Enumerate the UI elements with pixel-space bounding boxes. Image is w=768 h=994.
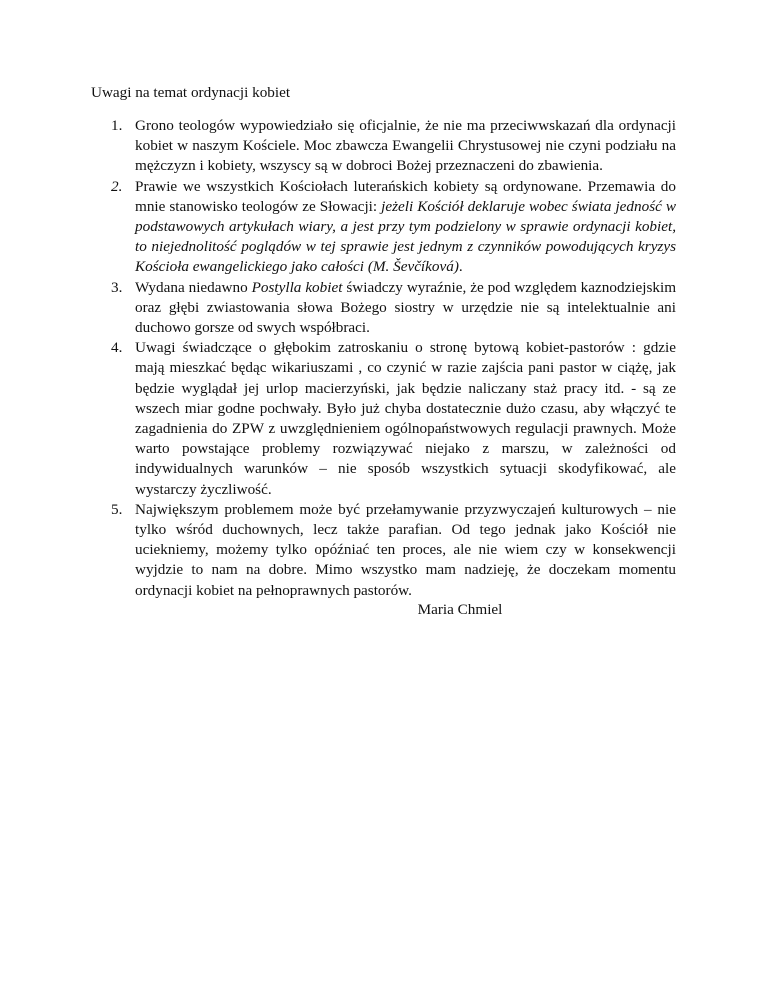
list-item-text: Największym problemem może być przełamywanie przyzwyczajeń kulturowych – nie tylko wśród duchownych, lecz także parafian. Od tego jednak jako Kościół nie uciekniemy, możemy tylko opóźniać ten proces, ale nie wiem czy w konsekwencji wyjdzie to nam na dobre. Mimo wszystko mam nadzieję, że doczekam momentu ordynacji kobiet na pełnoprawnych pastorów. xyxy=(135,500,676,599)
list-item-text: Grono teologów wypowiedziało się oficjalnie, że nie ma przeciwwskazań dla ordynacji kobiet w naszym Kościele. Moc zbawcza Ewangelii Chrystusowej nie czyni podziału na mężczyzn i kobiety, wszyscy są w dobroci Bożej przeznaczeni do zbawienia. xyxy=(135,117,676,175)
list-item-text-end: . xyxy=(458,258,463,276)
list-item-text: Wydana niedawno xyxy=(135,278,252,296)
list-item-3 xyxy=(111,278,677,339)
list-item-text-end: świadczy wyraźnie, że pod względem kaznodziejskim oraz głębi zwiastowania słowa Bożego siostry w urzędzie nie są intelektualnie ani duchowo gorsze od swych współbraci. xyxy=(135,278,677,337)
document-title: Uwagi na temat ordynacji kobiet xyxy=(91,84,291,101)
list-item-text: Prawie we wszystkich Kościołach luterańskich kobiety są ordynowane. Przemawia do mnie stanowisko teologów ze Słowacji: xyxy=(135,177,676,215)
author-signature: Maria Chmiel xyxy=(417,601,503,618)
list-item-number: 1. xyxy=(111,117,123,134)
list-item-2 xyxy=(111,177,676,278)
book-title: Postylla kobiet xyxy=(251,278,343,296)
list-item-text: Uwagi świadczące o głębokim zatroskaniu o stronę bytową kobiet-pastorów : gdzie mają mieszkać będąc wikariuszami , co czynić w razie zajścia pani pastor w ciążę, jak będzie wyglądał jej urlop macierzyński, jak będzie naliczany staż pracy itd. - są ze wszech miar godne pochwały. Było już chyba dostatecznie dużo czasu, aby włączyć te zagadnienia do ZPW z uwzględnieniem ogólnopaństwowych regulacji prawnych. Może warto powstające problemy rozwiązywać niejako z marszu, w zależności od indywidualnych warunków – nie sposób wszystkich sytuacji skodyfikować, ale wystarczy życzliwość. xyxy=(135,339,676,498)
list-item-5 xyxy=(111,500,676,601)
italic-quote: jeżeli Kościół deklaruje wobec świata jedność w podstawowych artykułach wiary, a jest przy tym podzielony w sprawie ordynacji kobiet, to niejednolitość poglądów w tej sprawie jest jednym z czynników powodujących kryzys Kościoła ewangelickiego jako całości (M. Ševčíková) xyxy=(135,197,676,276)
list-item-number: 5. xyxy=(111,500,123,518)
numbered-list xyxy=(111,116,677,601)
list-item-1 xyxy=(111,116,676,177)
list-item-number: 3. xyxy=(111,278,123,296)
list-item-4 xyxy=(111,338,676,500)
list-item-number: 2. xyxy=(111,177,123,195)
list-item-number: 4. xyxy=(111,339,123,357)
